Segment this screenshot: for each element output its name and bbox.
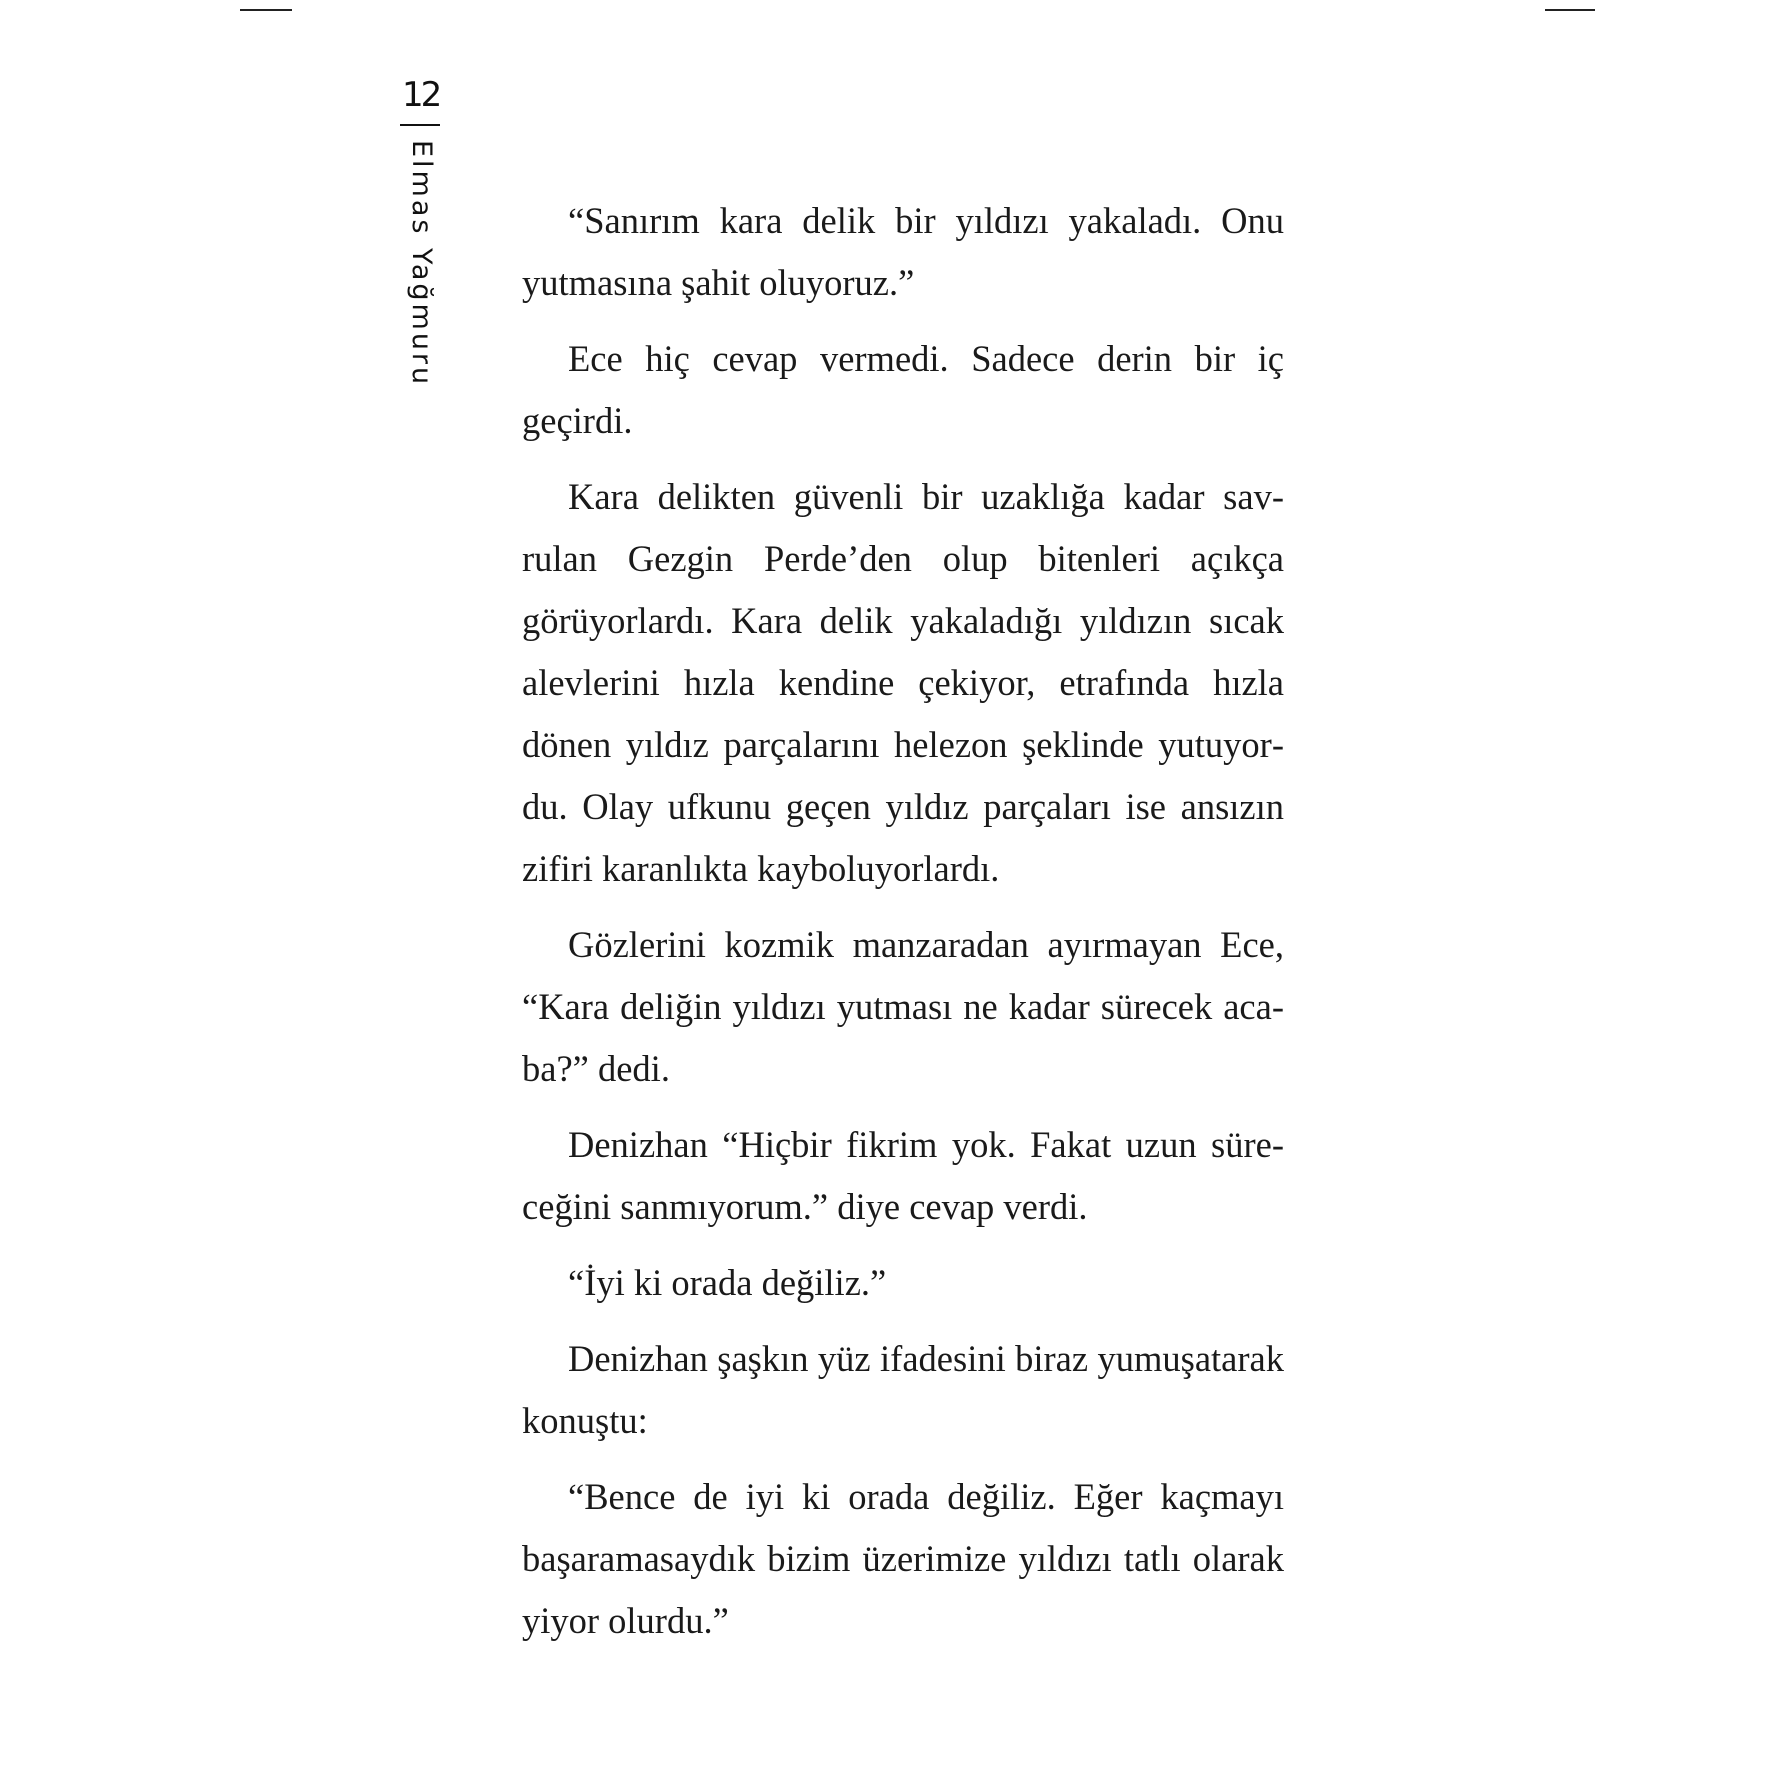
paragraph: “Bence de iyi ki orada değiliz. Eğer kaçmayı başaramasaydık bizim üzerimize yıldızı tatlı olarak yiyor olurdu.”: [522, 1476, 1284, 1641]
page-number: 12: [402, 75, 440, 115]
crop-mark-left: [240, 9, 292, 11]
paragraph: Denizhan “Hiçbir fikrim yok. Fakat uzun süreceğini sanmıyorum.” diye cevap verdi.: [522, 1124, 1284, 1227]
header-rule: [400, 124, 440, 126]
paragraph: Gözlerini kozmik manzaradan ayırmayan Ece, “Kara deliğin yıldızı yutması ne kadar sürecek acaba?” dedi.: [522, 924, 1284, 1089]
paragraph: Ece hiç cevap vermedi. Sadece derin bir iç geçirdi.: [522, 338, 1284, 441]
body-text: [522, 190, 1284, 1666]
crop-mark-right: [1545, 9, 1595, 11]
paragraph: “İyi ki orada değiliz.”: [568, 1262, 887, 1303]
paragraph: “Sanırım kara delik bir yıldızı yakaladı. Onu yutmasına şahit oluyoruz.”: [522, 200, 1284, 303]
running-title: Elmas Yağmuru: [406, 140, 437, 388]
paragraph: Denizhan şaşkın yüz ifadesini biraz yumuşatarak konuştu:: [522, 1338, 1284, 1441]
paragraph: Kara delikten güvenli bir uzaklığa kadar savrulan Gezgin Perde’den olup bitenleri açıkça görüyorlardı. Kara delik yakaladığı yıldızın sıcak alevlerini hızla kendine çekiyor, etrafında hızla dönen yıldız parçalarını helezon şeklinde yutuyordu. Olay ufkunu geçen yıldız parçaları ise ansızın zifiri karanlıkta kayboluyorlardı.: [522, 476, 1284, 889]
